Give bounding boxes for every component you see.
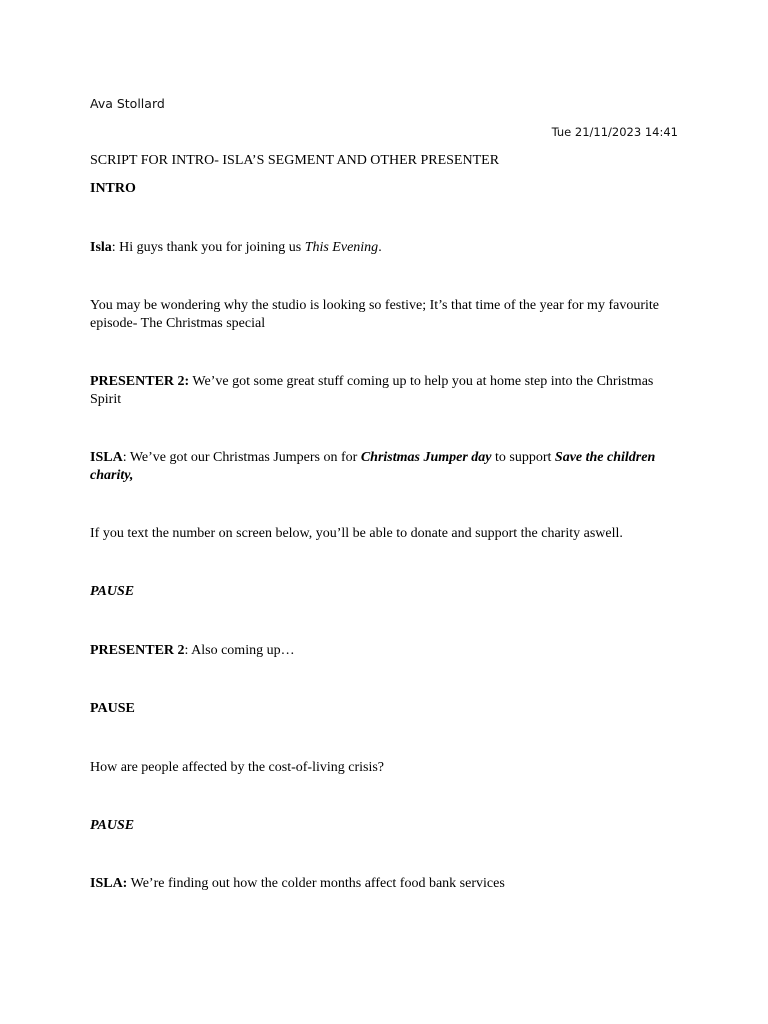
event-name: Christmas Jumper day [360,450,492,465]
speaker-label: ISLA [90,450,123,465]
paragraph-text: : We’ve got our Christmas Jumpers on for [122,450,361,465]
paragraph-text: We’ve got some great stuff coming up to help you at home step into the Christmas Spirit [90,374,654,407]
paragraph-presenter2-also [90,642,670,660]
speaker-label: PRESENTER 2 [90,643,185,658]
charity-name: Save the children charity, [90,450,656,483]
speaker-label: Isla [90,240,112,255]
paragraph-text: : Hi guys thank you for joining us [111,240,305,255]
pause-cue: PAUSE [90,818,135,833]
speaker-label: PRESENTER 2: [90,374,190,389]
paragraph-text: : Also coming up… [184,643,295,658]
paragraph-text: We’re finding out how the colder months affect food bank services [127,876,505,891]
paragraph-presenter2-coming-up [90,373,670,409]
pause-cue: PAUSE [90,584,135,599]
paragraph-donate: If you text the number on screen below, you’ll be able to donate and support the charity aswell. [90,526,623,541]
speaker-label: ISLA: [90,876,128,891]
sent-datetime: Tue 21/11/2023 14:41 [551,125,678,139]
paragraph-isla-jumpers [90,449,670,485]
paragraph-isla-greeting [90,239,670,257]
paragraph-isla-food-bank [90,875,670,893]
section-heading-intro: INTRO [90,181,136,196]
script-title: SCRIPT FOR INTRO- ISLA’S SEGMENT AND OTHER PRESENTER [90,153,500,168]
author-name: Ava Stollard [90,96,165,111]
pause-cue: PAUSE [90,701,135,716]
show-name: This Evening [304,240,379,255]
paragraph-cost-of-living: How are people affected by the cost-of-living crisis? [90,760,385,775]
paragraph-text: . [378,240,382,255]
paragraph-text: to support [491,450,555,465]
paragraph-festive-studio: You may be wondering why the studio is looking so festive; It’s that time of the year for my favourite episode- The Christmas special [90,298,659,331]
